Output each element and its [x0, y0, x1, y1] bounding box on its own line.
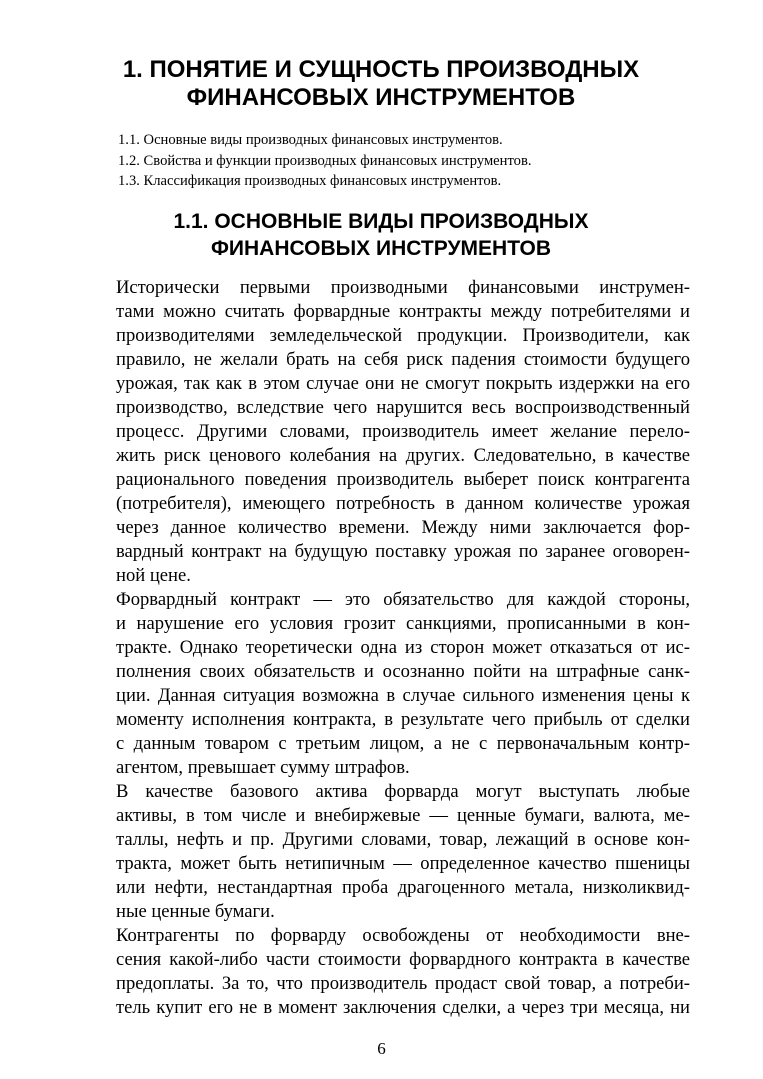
text-line: ные ценные бумаги. [116, 900, 275, 922]
text-line: с данным товаром с третьим лицом, а не с первоначальным контр- [116, 732, 690, 754]
page-number: 6 [377, 1039, 386, 1058]
text-line: Исторически первыми производными финансовыми инструмен- [116, 276, 690, 298]
text-line: предоплаты. За то, что производитель продаст свой товар, а потреби- [116, 972, 690, 994]
text-line: урожая, так как в этом случае они не смогут покрыть издержки на его [116, 372, 690, 394]
paragraph [72, 588, 690, 780]
chapter-title [72, 56, 690, 112]
text-line: через данное количество времени. Между ними заключается фор- [116, 516, 690, 538]
text-line: тель купит его не в момент заключения сделки, а через три месяца, ни [116, 996, 690, 1018]
text-line: ной цене. [116, 564, 191, 586]
text-line: правило, не желали брать на себя риск падения стоимости будущего [116, 348, 690, 370]
text-line: активы, в том числе и внебиржевые — ценные бумаги, валюта, ме- [116, 804, 690, 826]
document-page [72, 56, 690, 1020]
chapter-contents [118, 130, 690, 192]
text-line: Форвардный контракт — это обязательство для каждой стороны, [116, 588, 690, 610]
text-line: В качестве базового актива форварда могут выступать любые [116, 780, 690, 802]
section-title [72, 208, 690, 262]
text-line: тракте. Однако теоретически одна из сторон может отказаться от ис- [116, 636, 690, 658]
text-line: вардный контракт на будущую поставку урожая по заранее оговорен- [116, 540, 690, 562]
contents-item: 1.3. Классификация производных финансовых инструментов. [118, 173, 502, 189]
text-line: тракта, может быть нетипичным — определенное качество пшеницы [116, 852, 690, 874]
text-line: полнения своих обязательств и осознанно пойти на штрафные санк- [116, 660, 690, 682]
text-line: тами можно считать форвардные контракты между потребителями и [116, 300, 690, 322]
text-line: или нефти, нестандартная проба драгоценного метала, низколиквид- [116, 876, 690, 898]
text-line: производство, вследствие чего нарушится весь воспроизводственный [116, 396, 690, 418]
text-line: Контрагенты по форварду освобождены от необходимости вне- [116, 924, 690, 946]
text-line: сения какой-либо части стоимости форвардного контракта в качестве [116, 948, 690, 970]
section-body [72, 276, 690, 1020]
section-title-line: 1.1. ОСНОВНЫЕ ВИДЫ ПРОИЗВОДНЫХ [173, 209, 589, 233]
chapter-title-line: 1. ПОНЯТИЕ И СУЩНОСТЬ ПРОИЗВОДНЫХ [122, 56, 640, 83]
text-line: (потребителя), имеющего потребность в данном количестве урожая [116, 492, 690, 514]
text-line: жить риск ценового колебания на других. Следовательно, в качестве [116, 444, 690, 466]
paragraph [72, 276, 690, 588]
paragraph [72, 780, 690, 924]
text-line: моменту исполнения контракта, в результате чего прибыль от сделки [116, 708, 690, 730]
text-line: таллы, нефть и пр. Другими словами, товар, лежащий в основе кон- [116, 828, 690, 850]
text-line: производителями земледельческой продукции. Производители, как [116, 324, 690, 346]
section-title-line: ФИНАНСОВЫХ ИНСТРУМЕНТОВ [210, 236, 552, 260]
text-line: и нарушение его условия грозит санкциями, прописанными в кон- [116, 612, 690, 634]
text-line: рационального поведения производитель выберет поиск контрагента [116, 468, 690, 490]
contents-item: 1.1. Основные виды производных финансовых инструментов. [118, 132, 503, 148]
chapter-title-line: ФИНАНСОВЫХ ИНСТРУМЕНТОВ [186, 84, 576, 111]
text-line: ции. Данная ситуация возможна в случае сильного изменения цены к [116, 684, 690, 706]
contents-item: 1.2. Свойства и функции производных финансовых инструментов. [118, 152, 532, 169]
text-line: процесс. Другими словами, производитель имеет желание перело- [116, 420, 690, 442]
text-line: агентом, превышает сумму штрафов. [116, 756, 410, 778]
paragraph [72, 924, 690, 1020]
